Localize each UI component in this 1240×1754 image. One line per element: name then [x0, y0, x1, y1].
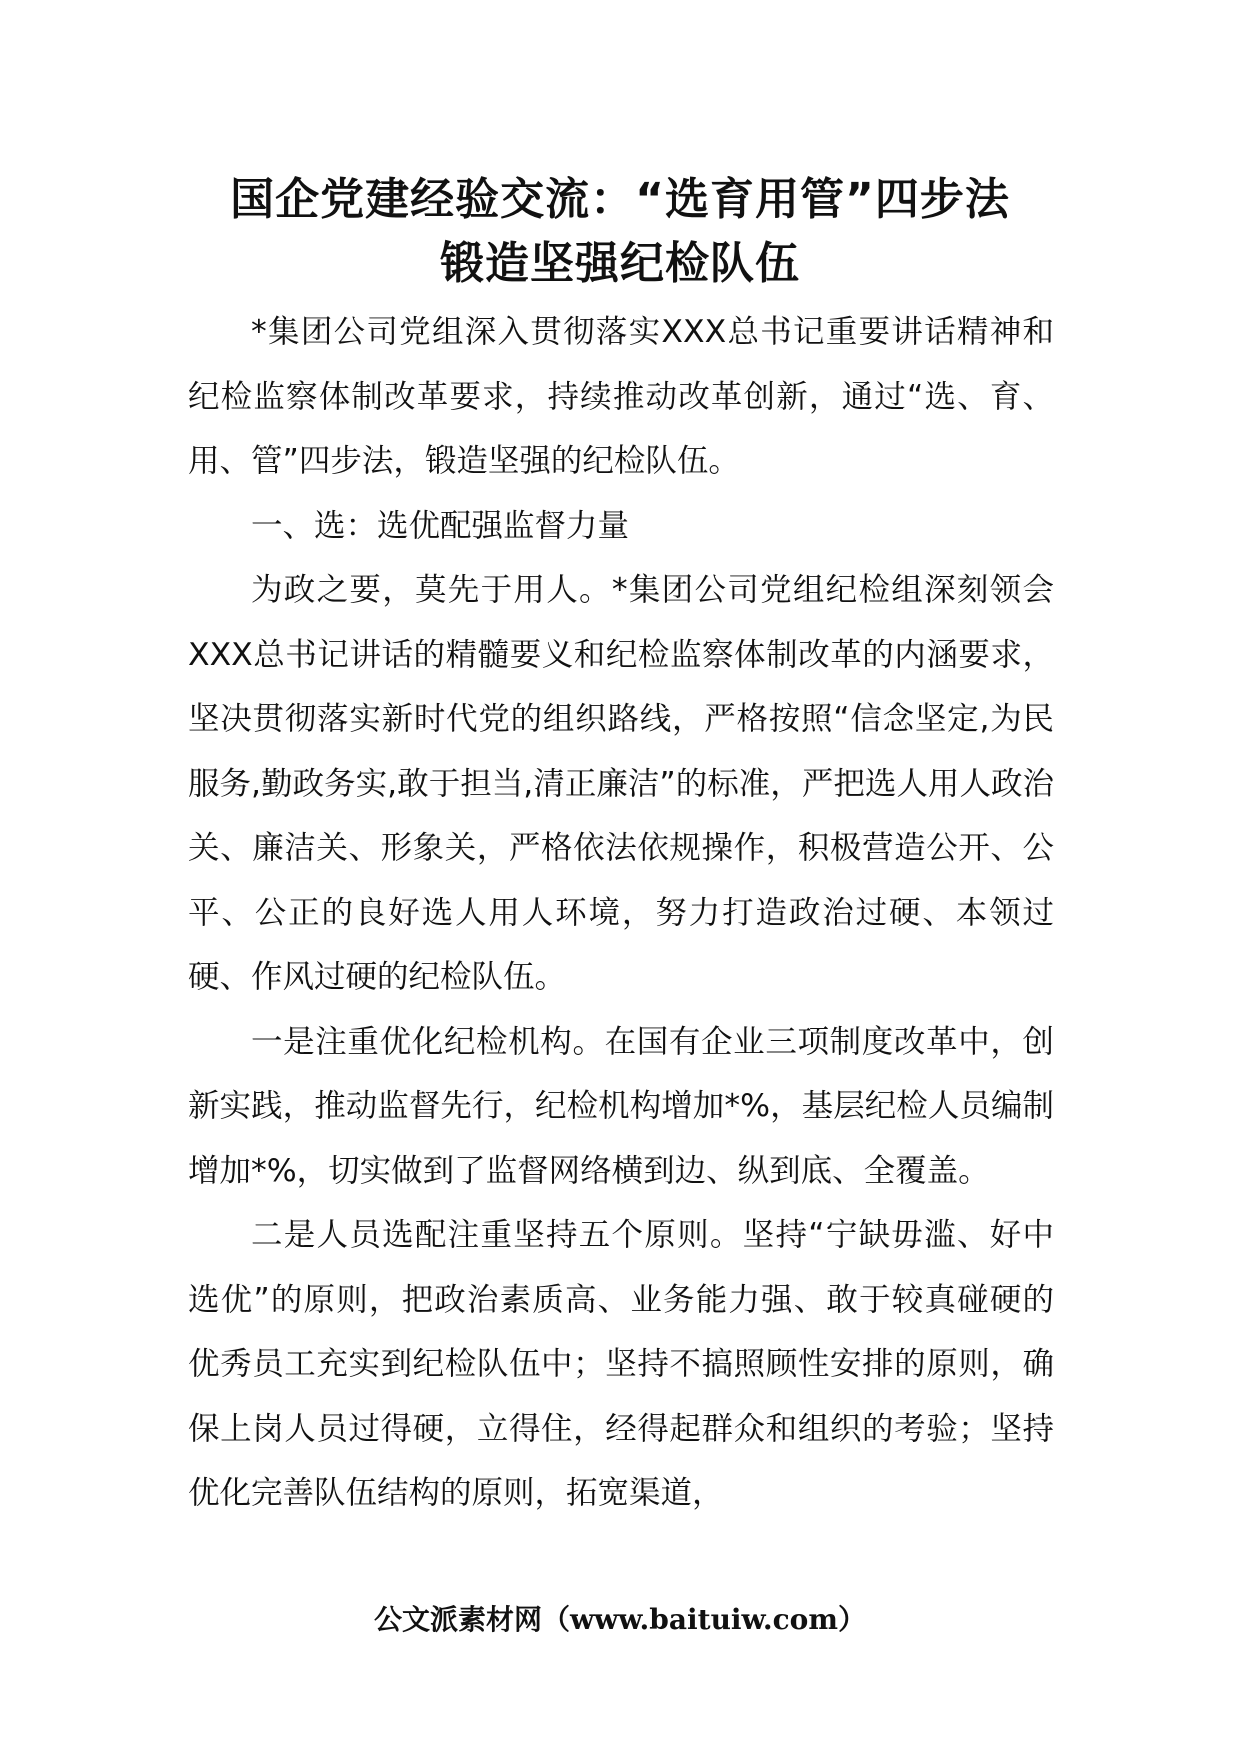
document-title — [150, 168, 1090, 296]
title-line-2: 锻造坚强纪检队伍 — [440, 238, 800, 289]
document-body — [188, 300, 1054, 1526]
body-paragraph: 二是人员选配注重坚持五个原则。坚持“宁缺毋滥、好中选优”的原则，把政治素质高、业务能力强、敢于较真碰硬的优秀员工充实到纪检队伍中；坚持不搞照顾性安排的原则，确保上岗人员过得硬，立得住，经得起群众和组织的考验；坚持优化完善队伍结构的原则，拓宽渠道， — [188, 1217, 1054, 1511]
footer-watermark: 公文派素材网（www.baituiw.com） — [374, 1603, 866, 1636]
body-paragraph: 为政之要，莫先于用人。*集团公司党组纪检组深刻领会XXX总书记讲话的精髓要义和纪检监察体制改革的内涵要求，坚决贯彻落实新时代党的组织路线，严格按照“信念坚定,为民服务,勤政务实,敢于担当,清正廉洁”的标准，严把选人用人政治关、廉洁关、形象关，严格依法依规操作，积极营造公开、公平、公正的良好选人用人环境，努力打造政治过硬、本领过硬、作风过硬的纪检队伍。 — [188, 572, 1054, 995]
intro-paragraph: *集团公司党组深入贯彻落实XXX总书记重要讲话精神和纪检监察体制改革要求，持续推动改革创新，通过“选、育、用、管”四步法，锻造坚强的纪检队伍。 — [188, 314, 1054, 479]
section-heading-1: 一、选：选优配强监督力量 — [251, 507, 630, 544]
body-paragraph: 一是注重优化纪检机构。在国有企业三项制度改革中，创新实践，推动监督先行，纪检机构增加*%，基层纪检人员编制增加*%，切实做到了监督网络横到边、纵到底、全覆盖。 — [188, 1023, 1054, 1189]
title-line-1: 国企党建经验交流：“选育用管”四步法 — [230, 174, 1010, 225]
